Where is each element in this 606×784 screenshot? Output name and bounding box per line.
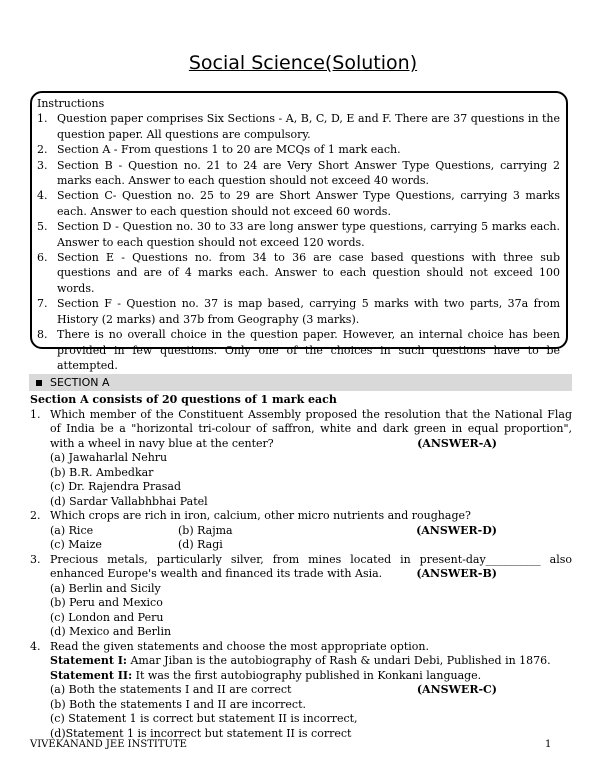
- question-text: Precious metals, particularly silver, from mines located in present-day__________ also enhanced Europe's wealth and financed its trade with Asia.: [50, 552, 572, 580]
- options-grid: [30, 524, 572, 553]
- instruction-item: [37, 142, 560, 157]
- option: (a) Rice: [50, 523, 94, 537]
- instruction-item: [37, 111, 560, 142]
- statement-text: Amar Jiban is the autobiography of Rash & undari Debi, Published in 1876.: [126, 654, 551, 667]
- statement-2: [30, 669, 572, 684]
- statement-1: [30, 654, 572, 669]
- instruction-text: Section B - Question no. 21 to 24 are Very Short Answer Type Questions, carrying 2 marks each. Answer to each question should not exceed 40 words.: [57, 158, 560, 188]
- question-3: [30, 553, 572, 582]
- question-2: [30, 509, 572, 524]
- question-number: 2.: [30, 509, 41, 522]
- statement-label: Statement I:: [50, 654, 127, 667]
- instruction-item: [37, 296, 560, 327]
- statement-label: Statement II:: [50, 668, 133, 682]
- instruction-text: Section C- Question no. 25 to 29 are Short Answer Type Questions, carrying 3 marks each. Answer to each question should not exceed 60 words.: [57, 189, 560, 218]
- option: (d) Mexico and Berlin: [50, 625, 172, 638]
- option: (b) Rajma: [178, 523, 233, 537]
- instruction-number: 5.: [37, 220, 48, 234]
- option: (d)Statement 1 is incorrect but statement II is correct: [50, 726, 352, 740]
- answer-label: (ANSWER-B): [416, 567, 497, 580]
- question-number: 1.: [30, 407, 41, 421]
- option: (c) Maize: [50, 538, 102, 551]
- option-row: [30, 683, 572, 698]
- instructions-list: [37, 111, 560, 373]
- option: (d) Sardar Vallabhbhai Patel: [50, 494, 208, 508]
- option: (b) Peru and Mexico: [50, 596, 163, 609]
- section-header-bar: [29, 374, 572, 391]
- instruction-text: Section D - Question no. 30 to 33 are long answer type questions, carrying 5 marks each. Answer to each question should not exceed 120 words.: [57, 220, 560, 249]
- instruction-number: 4.: [37, 189, 48, 203]
- questions-content: [30, 393, 572, 741]
- instruction-number: 8.: [37, 328, 48, 342]
- question-number: 3.: [30, 552, 41, 566]
- question-text: Which crops are rich in iron, calcium, other micro nutrients and roughage?: [50, 509, 471, 522]
- option: (d) Ragi: [178, 538, 223, 551]
- question-text: Read the given statements and choose the most appropriate option.: [50, 639, 429, 653]
- bullet-square-icon: [36, 380, 42, 386]
- question-body: [50, 408, 572, 452]
- option: (c) Dr. Rajendra Prasad: [50, 480, 182, 493]
- instruction-item: [37, 188, 560, 219]
- instruction-number: 1.: [37, 112, 48, 126]
- instructions-heading: Instructions: [37, 97, 105, 110]
- section-label: SECTION A: [50, 376, 110, 389]
- instruction-text: Section A - From questions 1 to 20 are MCQs of 1 mark each.: [57, 143, 401, 157]
- instruction-text: There is no overall choice in the question paper. However, an internal choice has been provided in few questions. Only one of the choices in such questions have to be attempted.: [57, 328, 560, 372]
- instruction-number: 6.: [37, 251, 48, 265]
- footer-institute: VIVEKANAND JEE INSTITUTE: [30, 739, 187, 750]
- instruction-text: Section E - Questions no. from 34 to 36 are case based questions with three sub questions and are of 4 marks each. Answer to each question should not exceed 100 words.: [57, 251, 560, 295]
- page-title: Social Science(Solution): [188, 52, 418, 74]
- option: (c) London and Peru: [50, 610, 164, 624]
- instruction-number: 7.: [37, 297, 48, 311]
- option: (a) Both the statements I and II are correct: [50, 683, 292, 696]
- question-4: [30, 640, 572, 655]
- question-body: [50, 553, 572, 582]
- statement-text: It was the first autobiography published in Konkani language.: [132, 668, 482, 682]
- instruction-item: [37, 219, 560, 250]
- option: (a) Jawaharlal Nehru: [50, 451, 168, 464]
- question-number: 4.: [30, 639, 41, 653]
- answer-label: (ANSWER-C): [416, 683, 497, 696]
- answer-label: (ANSWER-A): [417, 436, 497, 450]
- option: (c) Statement 1 is correct but statement II is incorrect,: [50, 712, 358, 725]
- instruction-text: Question paper comprises Six Sections - A, B, C, D, E and F. There are 37 questions in the question paper. All questions are compulsory.: [57, 112, 560, 141]
- option: (b) Both the statements I and II are incorrect.: [50, 697, 307, 711]
- instruction-item: [37, 327, 560, 373]
- instruction-item: [37, 250, 560, 296]
- instruction-item: [37, 158, 560, 189]
- instructions-box: [30, 91, 568, 372]
- section-subtitle: Section A consists of 20 questions of 1 mark each: [30, 393, 337, 406]
- option: (b) B.R. Ambedkar: [50, 465, 154, 479]
- option: (a) Berlin and Sicily: [50, 581, 161, 595]
- instruction-number: 3.: [37, 158, 48, 172]
- question-1: [30, 408, 572, 452]
- instruction-text: Section F - Question no. 37 is map based, carrying 5 marks with two parts, 37a from History (2 marks) and 37b from Geography (3 marks).: [57, 297, 560, 326]
- answer-label: (ANSWER-D): [416, 523, 497, 537]
- footer-page-number: 1: [545, 739, 552, 750]
- question-text: Which member of the Constituent Assembly proposed the resolution that the National Flag of India be a "horizontal tri-colour of saffron, white and dark green in equal proportion", with a wheel in navy blue at the center?: [50, 407, 572, 450]
- instruction-number: 2.: [37, 143, 48, 157]
